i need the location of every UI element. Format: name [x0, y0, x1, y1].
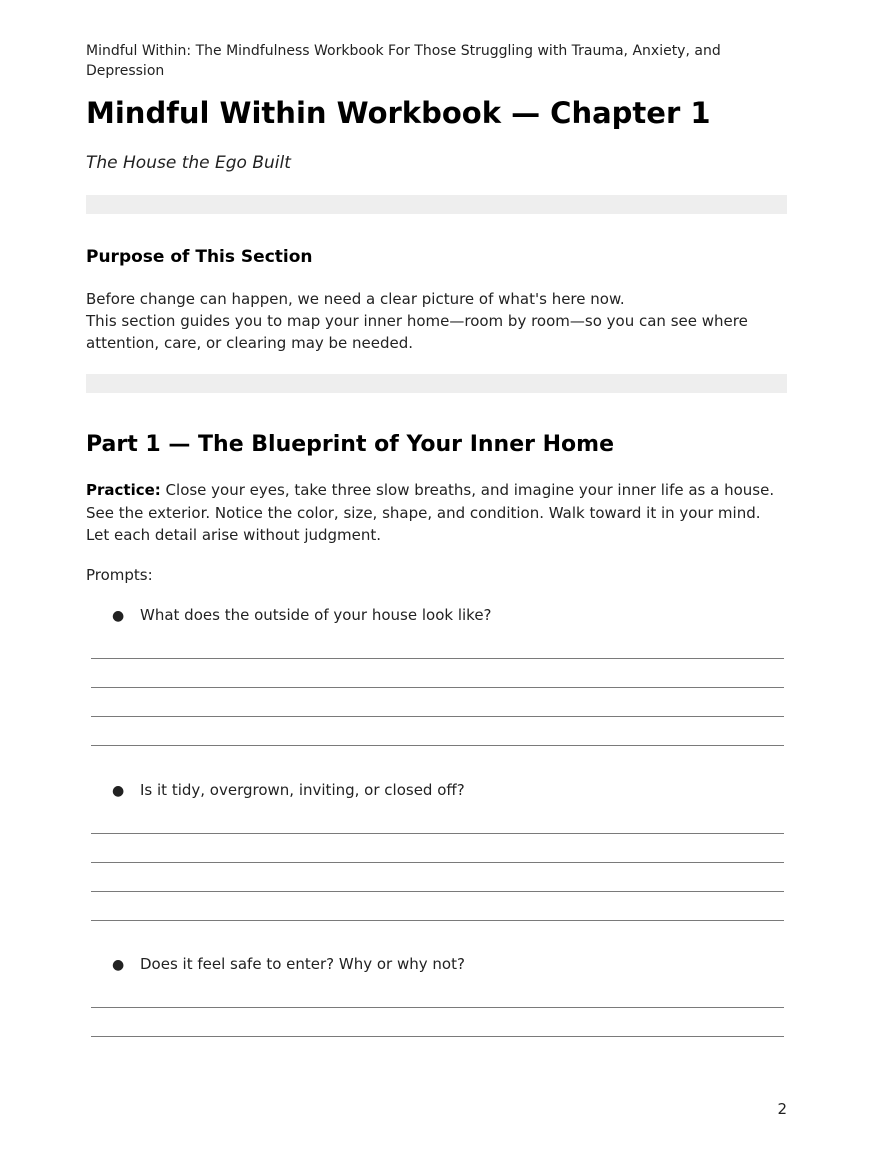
answer-line[interactable]	[91, 920, 784, 921]
practice-paragraph	[86, 479, 787, 547]
answer-line[interactable]	[91, 1007, 784, 1008]
bullet-icon: ●	[112, 957, 125, 973]
prompt-text: What does the outside of your house look like?	[140, 606, 492, 624]
answer-line[interactable]	[91, 891, 784, 892]
page-subtitle: The House the Ego Built	[86, 153, 291, 173]
prompt-text: Does it feel safe to enter? Why or why not?	[140, 955, 465, 973]
purpose-line-2: This section guides you to map your inner home—room by room—so you can see where attention, care, or clearing may be needed.	[86, 312, 748, 352]
purpose-line-1: Before change can happen, we need a clear picture of what's here now.	[86, 290, 625, 308]
bullet-icon: ●	[112, 608, 125, 624]
prompt-item	[112, 604, 492, 627]
answer-line[interactable]	[91, 862, 784, 863]
answer-line[interactable]	[91, 833, 784, 834]
answer-line[interactable]	[91, 716, 784, 717]
answer-line[interactable]	[91, 745, 784, 746]
practice-instructions: Close your eyes, take three slow breaths, and imagine your inner life as a house. See the exterior. Notice the color, size, shape, and condition. Walk toward it in your mind. Let each detail arise without judgment.	[86, 481, 775, 544]
running-header: Mindful Within: The Mindfulness Workbook For Those Struggling with Trauma, Anxiety, and Depression	[86, 43, 721, 79]
practice-label: Practice:	[86, 481, 161, 499]
page-title: Mindful Within Workbook — Chapter 1	[86, 96, 711, 130]
part-1-heading: Part 1 — The Blueprint of Your Inner Home	[86, 432, 614, 457]
answer-line[interactable]	[91, 658, 784, 659]
purpose-heading: Purpose of This Section	[86, 247, 313, 267]
section-divider	[86, 374, 787, 393]
bullet-icon: ●	[112, 783, 125, 799]
answer-line[interactable]	[91, 1036, 784, 1037]
prompts-label: Prompts:	[86, 566, 153, 584]
prompt-item	[112, 779, 465, 802]
prompt-text: Is it tidy, overgrown, inviting, or closed off?	[140, 781, 465, 799]
purpose-paragraph	[86, 288, 787, 354]
page-number: 2	[777, 1100, 787, 1118]
answer-line[interactable]	[91, 687, 784, 688]
section-divider	[86, 195, 787, 214]
prompt-item	[112, 953, 465, 976]
